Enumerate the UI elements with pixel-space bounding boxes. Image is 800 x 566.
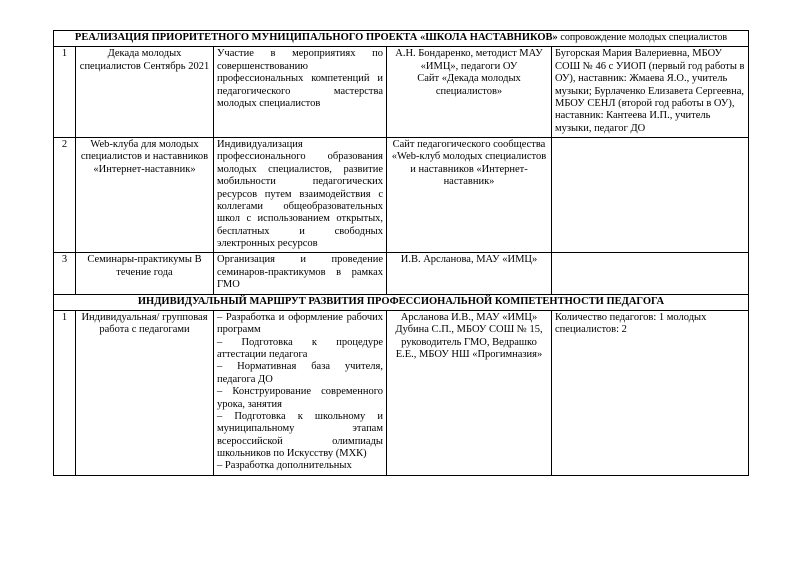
section-2-header-row xyxy=(54,294,749,310)
table-row xyxy=(54,138,749,253)
row-responsible xyxy=(387,310,552,475)
row-description: Участие в мероприятиях по совершенствованию профессиональных компетенций и педагогического мастерства молодых специалистов xyxy=(214,47,387,138)
row-activity-name: Индивидуальная/ групповая работа с педагогами xyxy=(76,310,214,475)
row-description: Индивидуализация профессионального образования молодых специалистов, развитие мобильности педагогических ресурсов путем взаимодействия с коллегами общеобразовательных школ с использованием открытых, бесплатных и свободных электронных ресурсов xyxy=(214,138,387,253)
text-line: Сайт «Декада молодых специалистов» xyxy=(417,73,521,97)
row-extra: Бугорская Мария Валериевна, МБОУ СОШ № 46 с УИОП (первый год работы в ОУ), наставник: Жмаева Я.О., учитель музыки; Бурлаченко Елизавета Сергеевна, МБОУ СЕНЛ (второй год работы в ОУ), наставник: Кантеева И.П., учитель музыки, педагог ДО xyxy=(552,47,749,138)
row-responsible xyxy=(387,47,552,138)
table-row xyxy=(54,253,749,294)
description-list-item: – Разработка и оформление рабочих программ xyxy=(217,311,383,336)
section-1-header-cell xyxy=(54,31,749,47)
description-list-item: – Разработка дополнительных xyxy=(217,460,352,472)
row-activity-name: Семинары-практикумы В течение года xyxy=(76,253,214,294)
row-extra xyxy=(552,138,749,253)
section-1-header-row xyxy=(54,31,749,47)
activity-plan-table xyxy=(53,30,749,476)
row-responsible: И.В. Арсланова, МАУ «ИМЦ» xyxy=(387,253,552,294)
text-line: А.Н. Бондаренко, методист МАУ «ИМЦ», педагоги ОУ xyxy=(395,48,543,72)
row-description: Организация и проведение семинаров-практикумов в рамках ГМО xyxy=(214,253,387,294)
description-list-item: – Подготовка к школьному и муниципальному этапам всероссийской олимпиады школьников по Искусству (МХК) xyxy=(217,410,383,459)
table-row xyxy=(54,310,749,475)
description-list-item: – Нормативная база учителя, педагога ДО xyxy=(217,361,383,385)
row-responsible: Сайт педагогического сообщества «Web-клуб молодых специалистов и наставников «Интернет-наставник» xyxy=(387,138,552,253)
row-extra xyxy=(552,253,749,294)
row-description-list xyxy=(214,310,387,475)
text-line: Дубина С.П., МБОУ СОШ № 15, руководитель ГМО, Ведрашко Е.Е., МБОУ НШ «Прогимназия» xyxy=(395,324,543,360)
row-activity-name: Декада молодых специалистов Сентябрь 2021 xyxy=(76,47,214,138)
row-number: 3 xyxy=(54,253,76,294)
section-1-title: РЕАЛИЗАЦИЯ ПРИОРИТЕТНОГО МУНИЦИПАЛЬНОГО ПРОЕКТА «ШКОЛА НАСТАВНИКОВ» xyxy=(74,32,558,43)
description-list-item: – Подготовка к процедуре аттестации педагога xyxy=(217,336,383,360)
description-list-item: – Конструирование современного урока, занятия xyxy=(217,386,383,410)
table-row xyxy=(54,47,749,138)
row-number: 1 xyxy=(54,310,76,475)
section-2-title: ИНДИВИДУАЛЬНЫЙ МАРШРУТ РАЗВИТИЯ ПРОФЕССИОНАЛЬНОЙ КОМПЕТЕНТНОСТИ ПЕДАГОГА xyxy=(54,294,749,310)
row-activity-name: Web-клуба для молодых специалистов и наставников «Интернет-наставник» xyxy=(76,138,214,253)
section-1-subtitle: сопровождение молодых специалистов xyxy=(560,32,728,43)
row-number: 2 xyxy=(54,138,76,253)
row-number: 1 xyxy=(54,47,76,138)
text-line: Арсланова И.В., МАУ «ИМЦ» xyxy=(400,311,538,323)
row-extra: Количество педагогов: 1 молодых специалистов: 2 xyxy=(552,310,749,475)
